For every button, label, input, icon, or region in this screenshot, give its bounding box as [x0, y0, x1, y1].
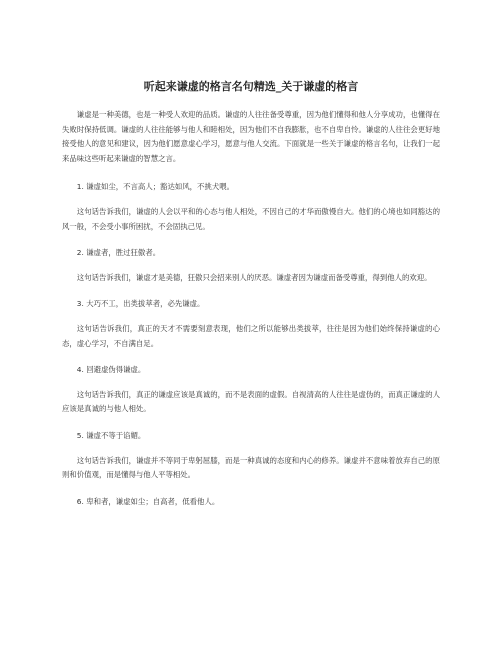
item-heading-5: 5. 谦虚不等于谄媚。: [76, 430, 146, 440]
item-body-1: 这句话告诉我们，谦虚的人会以平和的心态与他人相处，不因自己的才华而傲慢自大。他们的心境也如同豁达的风一般，不会受小事所困扰，不会固执己见。: [62, 206, 440, 231]
item-body-3: 这句话告诉我们，真正的天才不需要刻意表现，他们之所以能够出类拔萃，往往是因为他们始终保持谦虚的心态，虚心学习，不自满自足。: [62, 323, 440, 348]
intro-paragraph: 谦虚是一种美德，也是一种受人欢迎的品质。谦虚的人往往备受尊重，因为他们懂得和他人分享成功，也懂得在失败时保持低调。谦虚的人往往能够与他人和睦相处，因为他们不自我膨胀，也不自卑自怜。谦虚的人往往会更好地接受他人的意见和建议，因为他们愿意虚心学习，愿意与他人交流。下面就是一些关于谦虚的格言名句，让我们一起来品味这些听起来谦虚的智慧之言。: [62, 110, 440, 163]
item-heading-3: 3. 大巧不工，出类拔萃者，必先谦虚。: [76, 299, 205, 309]
item-body-4: 这句话告诉我们，真正的谦虚应该是真诚的，而不是表面的虚假。自视清高的人往往是虚伪的，而真正谦虚的人应该是真诚的与他人相处。: [62, 389, 440, 414]
item-heading-4: 4. 回避虚伪得谦虚。: [76, 365, 146, 375]
item-body-5: 这句话告诉我们，谦虚并不等同于卑躬屈膝，而是一种真诚的态度和内心的修养。谦虚并不意味着放弃自己的原则和价值观，而是懂得与他人平等相处。: [62, 455, 440, 480]
item-heading-6: 6. 卑和者，谦虚如尘；自高者，低看他人。: [76, 496, 220, 506]
item-heading-1: 1. 谦虚如尘，不言高人；豁达如风，不挑犬喂。: [76, 182, 235, 192]
document-title: 听起来谦虚的格言名句精选_关于谦虚的格言: [143, 80, 359, 93]
item-heading-2: 2. 谦虚者，胜过狂傲者。: [76, 248, 161, 258]
item-body-2: 这句话告诉我们，谦虚才是美德，狂傲只会招来别人的厌恶。谦虚者因为谦虚而备受尊重，得到他人的欢迎。: [76, 272, 432, 282]
